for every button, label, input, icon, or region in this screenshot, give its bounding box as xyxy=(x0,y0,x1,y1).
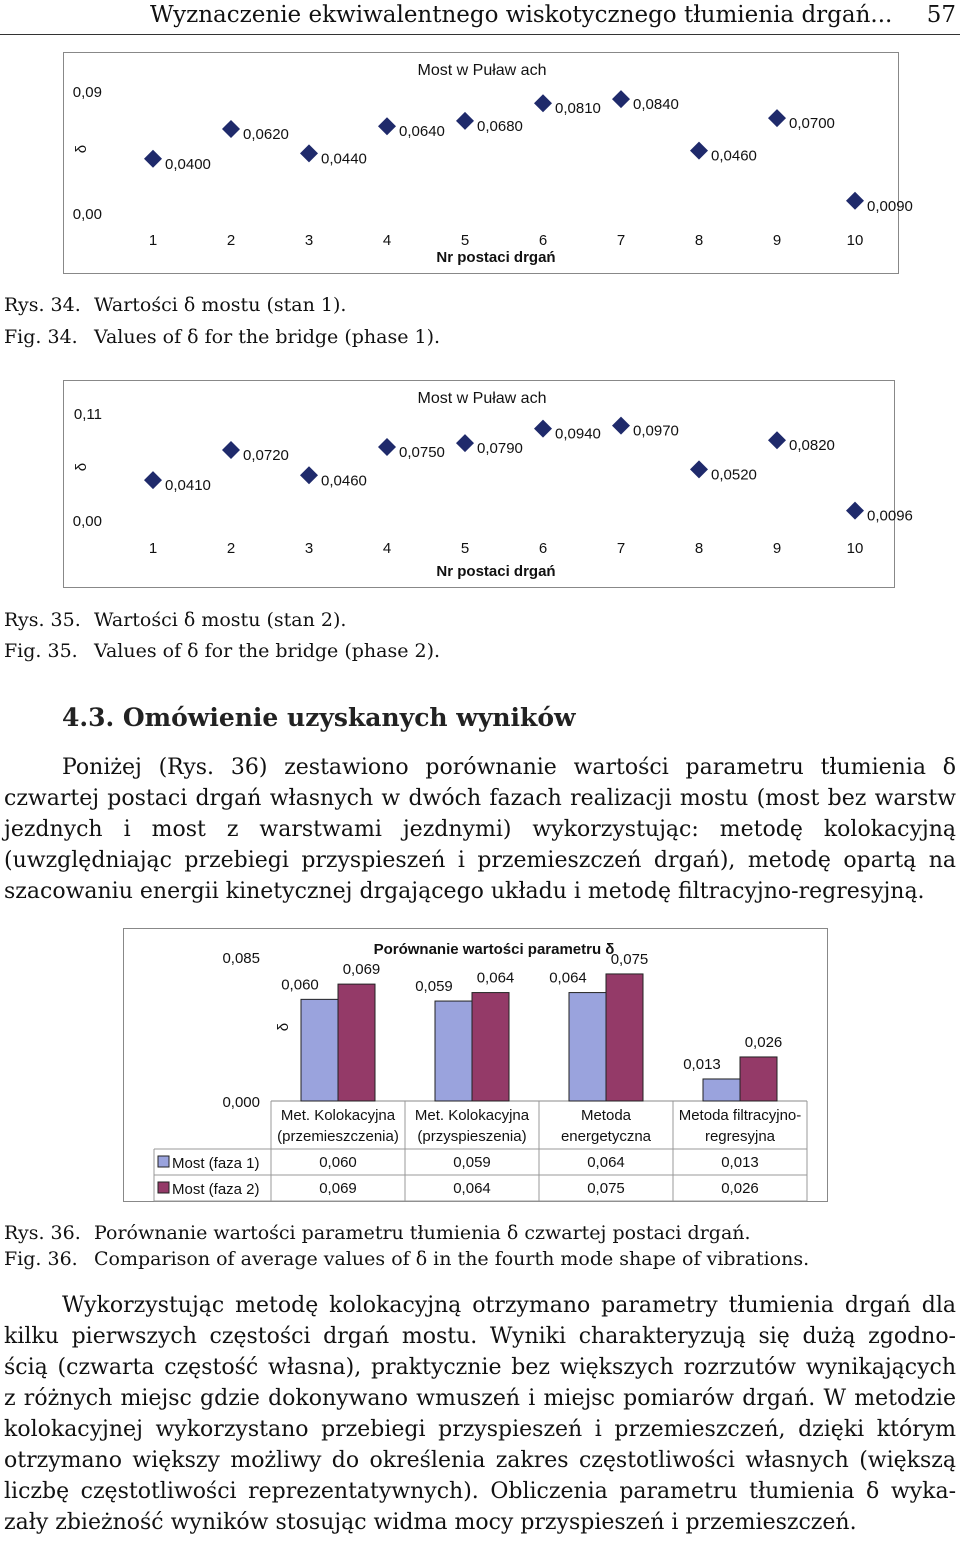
data-point xyxy=(300,466,318,484)
bar xyxy=(435,1001,472,1101)
x-tick-label: 6 xyxy=(538,540,548,557)
data-label: 0,0820 xyxy=(789,437,835,455)
y-tick-label: 0,09 xyxy=(72,84,102,101)
category-label: energetyczna xyxy=(560,1128,652,1145)
x-tick-label: 5 xyxy=(460,540,470,557)
data-label: 0,0096 xyxy=(867,507,913,525)
caption-34-en xyxy=(4,324,440,350)
bar xyxy=(338,984,375,1101)
bar xyxy=(569,993,606,1101)
header-rule xyxy=(0,34,960,35)
data-label: 0,0810 xyxy=(555,100,601,118)
caption-34-pl-text: Wartości δ mostu (stan 1). xyxy=(94,294,347,316)
data-label: 0,0700 xyxy=(789,115,835,133)
paragraph-line: liczbę częstotliwości reprezentatywnych). Obliczenia parametru tłumienia δ wyka- xyxy=(4,1479,956,1504)
caption-35-pl xyxy=(4,607,346,633)
paragraph-2 xyxy=(4,1290,956,1538)
data-point xyxy=(846,502,864,520)
legend-label: Most (faza 1) xyxy=(172,1155,260,1172)
category-label: (przyspieszenia) xyxy=(417,1128,527,1145)
y-axis-label: δ xyxy=(73,144,90,154)
data-label: 0,013 xyxy=(683,1055,721,1073)
table-cell: 0,059 xyxy=(453,1154,491,1171)
figure-35-chart xyxy=(63,380,913,588)
page-number: 57 xyxy=(926,2,956,28)
paragraph-line: czwartej postaci drgań własnych w dwóch fazach realizacji mostu (most bez warstw xyxy=(4,786,956,811)
data-point xyxy=(846,192,864,210)
data-label: 0,059 xyxy=(415,978,453,996)
legend-swatch xyxy=(158,1182,169,1193)
table-cell: 0,060 xyxy=(319,1154,357,1171)
x-tick-label: 8 xyxy=(694,232,704,249)
paragraph-line: zały zbieżność wyników stosując widma mocy przyspieszeń i przemieszczeń. xyxy=(4,1510,857,1535)
data-label: 0,0090 xyxy=(867,197,913,215)
caption-35-en xyxy=(4,638,440,664)
x-tick-label: 10 xyxy=(846,540,864,557)
data-label: 0,0720 xyxy=(243,446,289,464)
data-label: 0,0440 xyxy=(321,150,367,168)
data-label: 0,0400 xyxy=(165,155,211,173)
data-point xyxy=(222,120,240,138)
data-point xyxy=(768,431,786,449)
data-label: 0,026 xyxy=(744,1033,783,1051)
data-label: 0,0680 xyxy=(477,117,523,135)
section-heading: 4.3. Omówienie uzyskanych wyników xyxy=(62,703,576,732)
data-label: 0,0970 xyxy=(633,422,679,440)
paragraph-line: otrzymano większy możliwy do określenia zakres częstotliwości własnych (większą xyxy=(4,1448,956,1473)
table-cell: 0,075 xyxy=(587,1180,625,1197)
data-point xyxy=(456,434,474,452)
figure-36-chart xyxy=(123,928,828,1202)
caption-36-pl xyxy=(4,1220,751,1246)
chart-36-svg xyxy=(124,929,827,1201)
x-tick-label: 3 xyxy=(304,540,314,557)
chart-title: Most w Puław ach xyxy=(417,62,547,79)
data-label: 0,0520 xyxy=(711,466,757,484)
data-label: 0,0750 xyxy=(399,444,445,462)
caption-36-en-number: Fig. 36. xyxy=(4,1248,78,1270)
data-label: 0,0940 xyxy=(555,425,601,443)
data-point xyxy=(690,460,708,478)
x-tick-label: 3 xyxy=(304,232,314,249)
data-label: 0,0410 xyxy=(165,477,211,495)
bar xyxy=(606,974,643,1101)
data-label: 0,0460 xyxy=(321,472,367,490)
data-point xyxy=(300,144,318,162)
data-point xyxy=(456,112,474,130)
x-tick-label: 9 xyxy=(772,540,782,557)
y-axis-label: δ xyxy=(275,1022,292,1032)
data-label: 0,0640 xyxy=(399,123,445,141)
table-cell: 0,064 xyxy=(587,1154,625,1171)
chart-35-svg xyxy=(64,381,913,587)
data-label: 0,069 xyxy=(342,961,381,979)
caption-34-en-number: Fig. 34. xyxy=(4,326,78,348)
caption-36-en-text: Comparison of average values of δ in the fourth mode shape of vibrations. xyxy=(94,1248,810,1270)
table-cell: 0,026 xyxy=(721,1180,759,1197)
chart-34-svg xyxy=(64,53,913,273)
data-point xyxy=(690,142,708,160)
category-label: (przemieszczenia) xyxy=(277,1128,399,1145)
bar xyxy=(301,999,338,1101)
x-tick-label: 6 xyxy=(538,232,548,249)
legend-swatch xyxy=(158,1156,169,1167)
x-tick-label: 8 xyxy=(694,540,704,557)
data-label: 0,075 xyxy=(610,950,649,968)
data-label: 0,0460 xyxy=(711,147,757,165)
data-label: 0,0790 xyxy=(477,440,523,458)
data-point xyxy=(222,441,240,459)
data-label: 0,0620 xyxy=(243,125,289,143)
legend-label: Most (faza 2) xyxy=(172,1181,260,1198)
caption-35-en-number: Fig. 35. xyxy=(4,640,78,662)
category-label: Met. Kolokacyjna xyxy=(414,1107,530,1124)
x-tick-label: 4 xyxy=(382,540,392,557)
chart-title: Porównanie wartości parametru δ xyxy=(373,941,615,958)
data-point xyxy=(612,417,630,435)
data-label: 0,064 xyxy=(476,969,515,987)
bar xyxy=(740,1057,777,1101)
caption-36-en xyxy=(4,1246,809,1272)
caption-36-pl-number: Rys. 36. xyxy=(4,1222,81,1244)
x-tick-label: 2 xyxy=(226,232,236,249)
bar xyxy=(472,993,509,1101)
table-cell: 0,013 xyxy=(721,1154,759,1171)
category-label: Metoda xyxy=(580,1107,632,1124)
table-cell: 0,069 xyxy=(319,1180,357,1197)
data-label: 0,0840 xyxy=(633,96,679,114)
paragraph-line: kilku pierwszych częstości drgań mostu. Wyniki charakteryzują się dużą zgodno- xyxy=(4,1324,956,1349)
x-tick-label: 5 xyxy=(460,232,470,249)
caption-34-en-text: Values of δ for the bridge (phase 1). xyxy=(94,326,441,348)
x-tick-label: 10 xyxy=(846,232,864,249)
category-label: Metoda filtracyjno- xyxy=(678,1107,802,1124)
bar xyxy=(703,1079,740,1101)
caption-35-pl-number: Rys. 35. xyxy=(4,609,81,631)
data-point xyxy=(378,117,396,135)
data-point xyxy=(378,438,396,456)
y-tick-label: 0,085 xyxy=(222,950,260,967)
caption-34-pl-number: Rys. 34. xyxy=(4,294,81,316)
x-axis-label: Nr postaci drgań xyxy=(436,249,556,266)
caption-35-pl-text: Wartości δ mostu (stan 2). xyxy=(94,609,347,631)
data-point xyxy=(612,90,630,108)
paragraph-line: szacowaniu energii kinetycznej drgającego układu i metodę filtracyjno-regresyjną. xyxy=(4,879,925,904)
y-tick-label: 0,000 xyxy=(222,1094,260,1111)
running-header-title: Wyznaczenie ekwiwalentnego wiskotycznego tłumienia drgań... xyxy=(150,2,893,28)
x-tick-label: 9 xyxy=(772,232,782,249)
paragraph-line: jezdnych i most z warstwami jezdnymi) wykorzystując: metodę kolokacyjną xyxy=(4,817,956,842)
x-tick-label: 2 xyxy=(226,540,236,557)
paragraph-line: z różnych miejsc gdzie dokonywano wmuszeń i miejsc pomiarów drgań. W metodzie xyxy=(4,1386,956,1411)
y-tick-label: 0,00 xyxy=(72,206,102,223)
data-point xyxy=(144,471,162,489)
x-tick-label: 4 xyxy=(382,232,392,249)
x-tick-label: 7 xyxy=(616,232,626,249)
data-label: 0,064 xyxy=(549,969,587,987)
data-label: 0,060 xyxy=(281,976,319,994)
data-point xyxy=(534,94,552,112)
table-cell: 0,064 xyxy=(453,1180,491,1197)
paragraph-line: (uwzględniając przebiegi przyspieszeń i przemieszczeń drgań), metodę opartą na xyxy=(4,848,956,873)
x-tick-label: 1 xyxy=(148,232,158,249)
caption-34-pl xyxy=(4,292,346,318)
data-point xyxy=(768,109,786,127)
y-axis-label: δ xyxy=(73,462,90,472)
paragraph-line: Poniżej (Rys. 36) zestawiono porównanie wartości parametru tłumienia δ xyxy=(62,755,956,780)
category-label: Met. Kolokacyjna xyxy=(280,1107,396,1124)
data-point xyxy=(534,420,552,438)
paragraph-line: kolokacyjnej wykorzystano przebiegi przyspieszeń i przemieszczeń, dzięki którym xyxy=(4,1417,956,1442)
chart-title: Most w Puław ach xyxy=(417,390,547,407)
figure-34-chart xyxy=(63,52,913,274)
paragraph-1 xyxy=(4,752,956,907)
paragraph-line: Wykorzystując metodę kolokacyjną otrzymano parametry tłumienia drgań dla xyxy=(62,1293,956,1318)
paragraph-line: ścią (czwarta częstość własna), praktycznie bez większych rozrzutów wynikających xyxy=(4,1355,956,1380)
y-tick-label: 0,00 xyxy=(72,513,102,530)
data-point xyxy=(144,150,162,168)
x-tick-label: 1 xyxy=(148,540,158,557)
caption-35-en-text: Values of δ for the bridge (phase 2). xyxy=(94,640,441,662)
category-label: regresyjna xyxy=(704,1128,776,1145)
x-tick-label: 7 xyxy=(616,540,626,557)
x-axis-label: Nr postaci drgań xyxy=(436,563,556,580)
y-tick-label: 0,11 xyxy=(73,406,102,423)
caption-36-pl-text: Porównanie wartości parametru tłumienia δ czwartej postaci drgań. xyxy=(94,1222,751,1244)
